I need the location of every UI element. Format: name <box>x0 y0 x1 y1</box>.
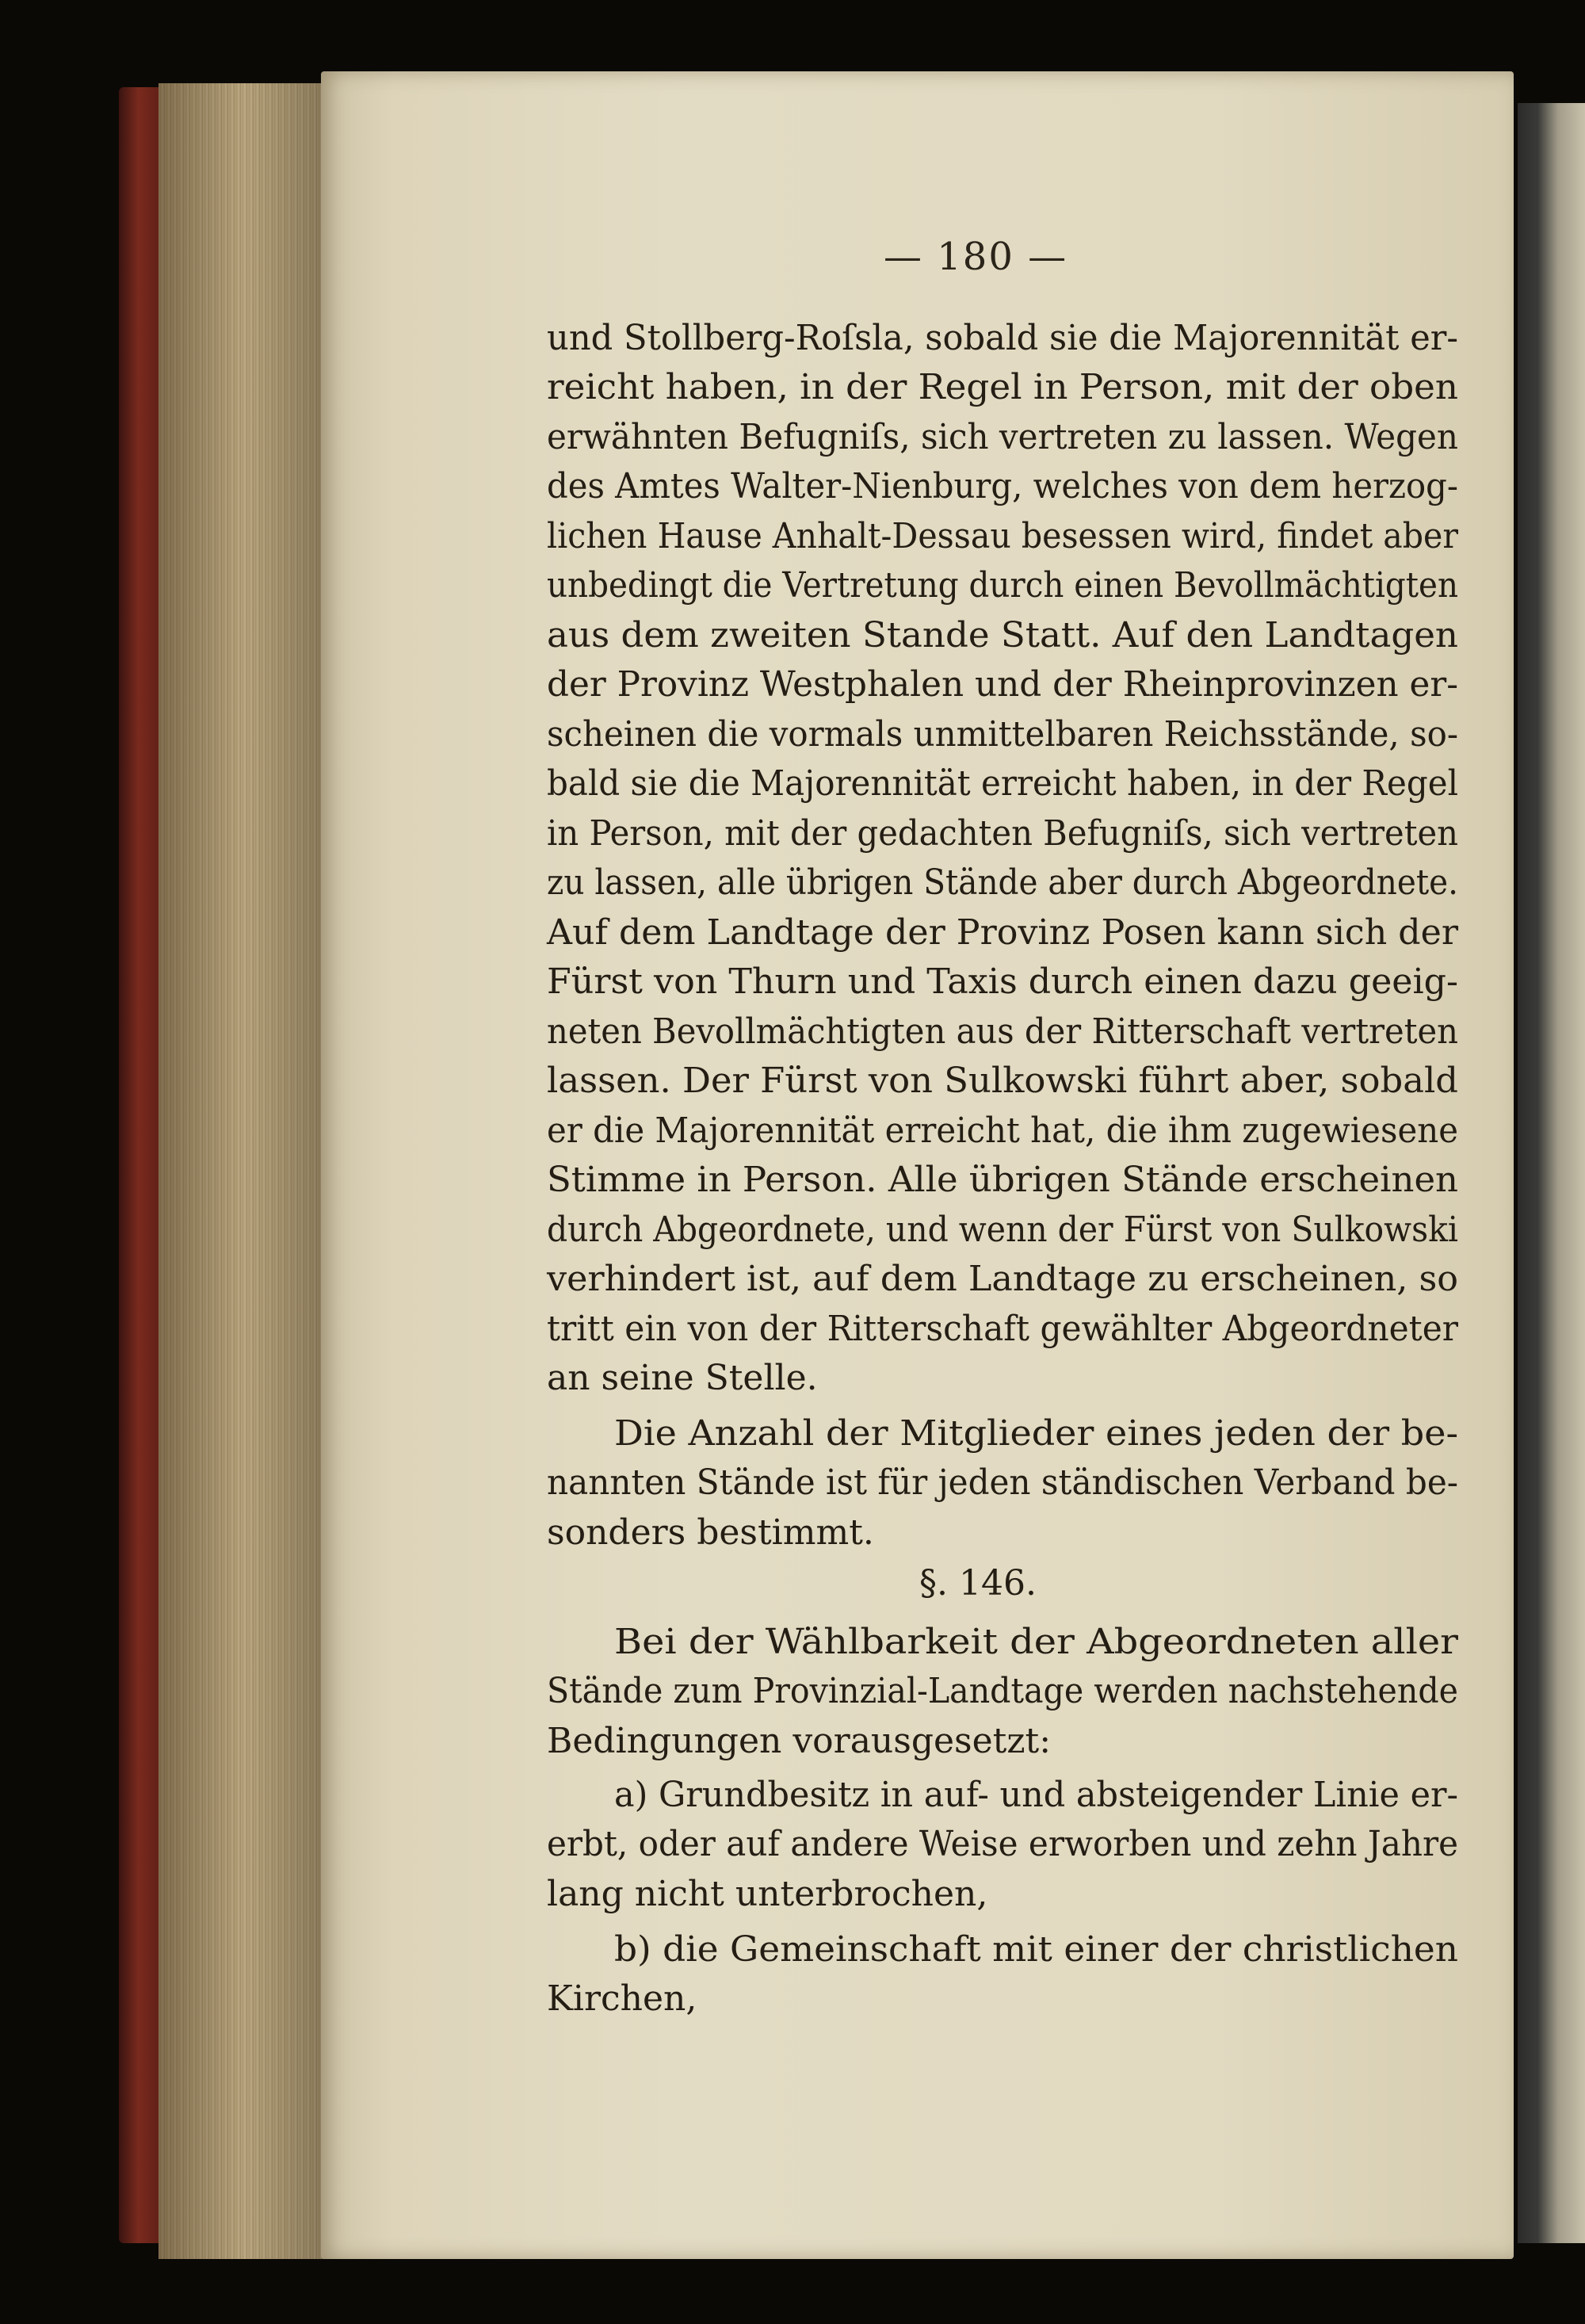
text-line: unbedingt die Vertretung durch einen Bevollmächtigten <box>547 565 1458 606</box>
text-line: verhindert ist, auf dem Landtage zu erscheinen, so <box>547 1259 1458 1299</box>
text-line: an seine Stelle. <box>547 1358 818 1398</box>
text-line: neten Bevollmächtigten aus der Ritterschaft vertreten <box>547 1011 1458 1052</box>
text-line: aus dem zweiten Stande Statt. Auf den Landtagen <box>547 615 1458 656</box>
text-line: tritt ein von der Ritterschaft gewählter Abgeordneter <box>547 1309 1458 1349</box>
text-line: lassen. Der Fürst von Sulkowski führt aber, sobald <box>547 1061 1458 1101</box>
text-line: erbt, oder auf andere Weise erworben und zehn Jahre <box>547 1824 1458 1864</box>
text-line: Bei der Wählbarkeit der Abgeordneten aller <box>614 1622 1458 1662</box>
section-heading: §. 146. <box>919 1563 1037 1603</box>
text-line: durch Abgeordnete, und wenn der Fürst von Sulkowski <box>547 1210 1458 1250</box>
text-line: scheinen die vormals unmittelbaren Reichsstände, so- <box>547 714 1458 755</box>
text-line: Bedingungen vorausgesetzt: <box>547 1721 1052 1761</box>
text-line: nannten Stände ist für jeden ständischen Verband be- <box>547 1462 1458 1503</box>
text-line: b) die Gemeinschaft mit einer der christlichen <box>614 1929 1458 1970</box>
text-line: zu lassen, alle übrigen Stände aber durch Abgeordnete. <box>547 862 1458 903</box>
text-line: bald sie die Majorennität erreicht haben, in der Regel <box>547 763 1458 804</box>
text-line: Kirchen, <box>547 1978 697 2019</box>
text-line: a) Grundbesitz in auf- und absteigender Linie er- <box>614 1775 1458 1815</box>
text-line: er die Majorennität erreicht hat, die ihm zugewiesene <box>547 1110 1458 1151</box>
text-line: Stände zum Provinzial-Landtage werden nachstehende <box>547 1671 1458 1711</box>
text-line: Die Anzahl der Mitglieder eines jeden der be- <box>614 1413 1458 1454</box>
text-line: und Stollberg-Roſsla, sobald sie die Majorennität er- <box>547 318 1458 358</box>
text-line: lang nicht unterbrochen, <box>547 1874 988 1914</box>
text-line: Stimme in Person. Alle übrigen Stände erscheinen <box>547 1160 1458 1200</box>
text-line: in Person, mit der gedachten Befugniſs, sich vertreten <box>547 813 1458 854</box>
text-line: reicht haben, in der Regel in Person, mit der oben <box>547 367 1459 407</box>
page-number: — 180 — <box>884 235 1068 279</box>
text-line: der Provinz Westphalen und der Rheinprovinzen er- <box>547 664 1458 705</box>
text-line: Auf dem Landtage der Provinz Posen kann sich der <box>547 912 1458 953</box>
text-line: Fürst von Thurn und Taxis durch einen dazu geeig- <box>547 961 1459 1002</box>
text-line: erwähnten Befugniſs, sich vertreten zu lassen. Wegen <box>547 417 1458 457</box>
text-line: sonders bestimmt. <box>547 1512 874 1553</box>
text-line: des Amtes Walter-Nienburg, welches von dem herzog- <box>547 466 1458 506</box>
text-line: lichen Hause Anhalt-Dessau besessen wird, findet aber <box>547 516 1458 556</box>
